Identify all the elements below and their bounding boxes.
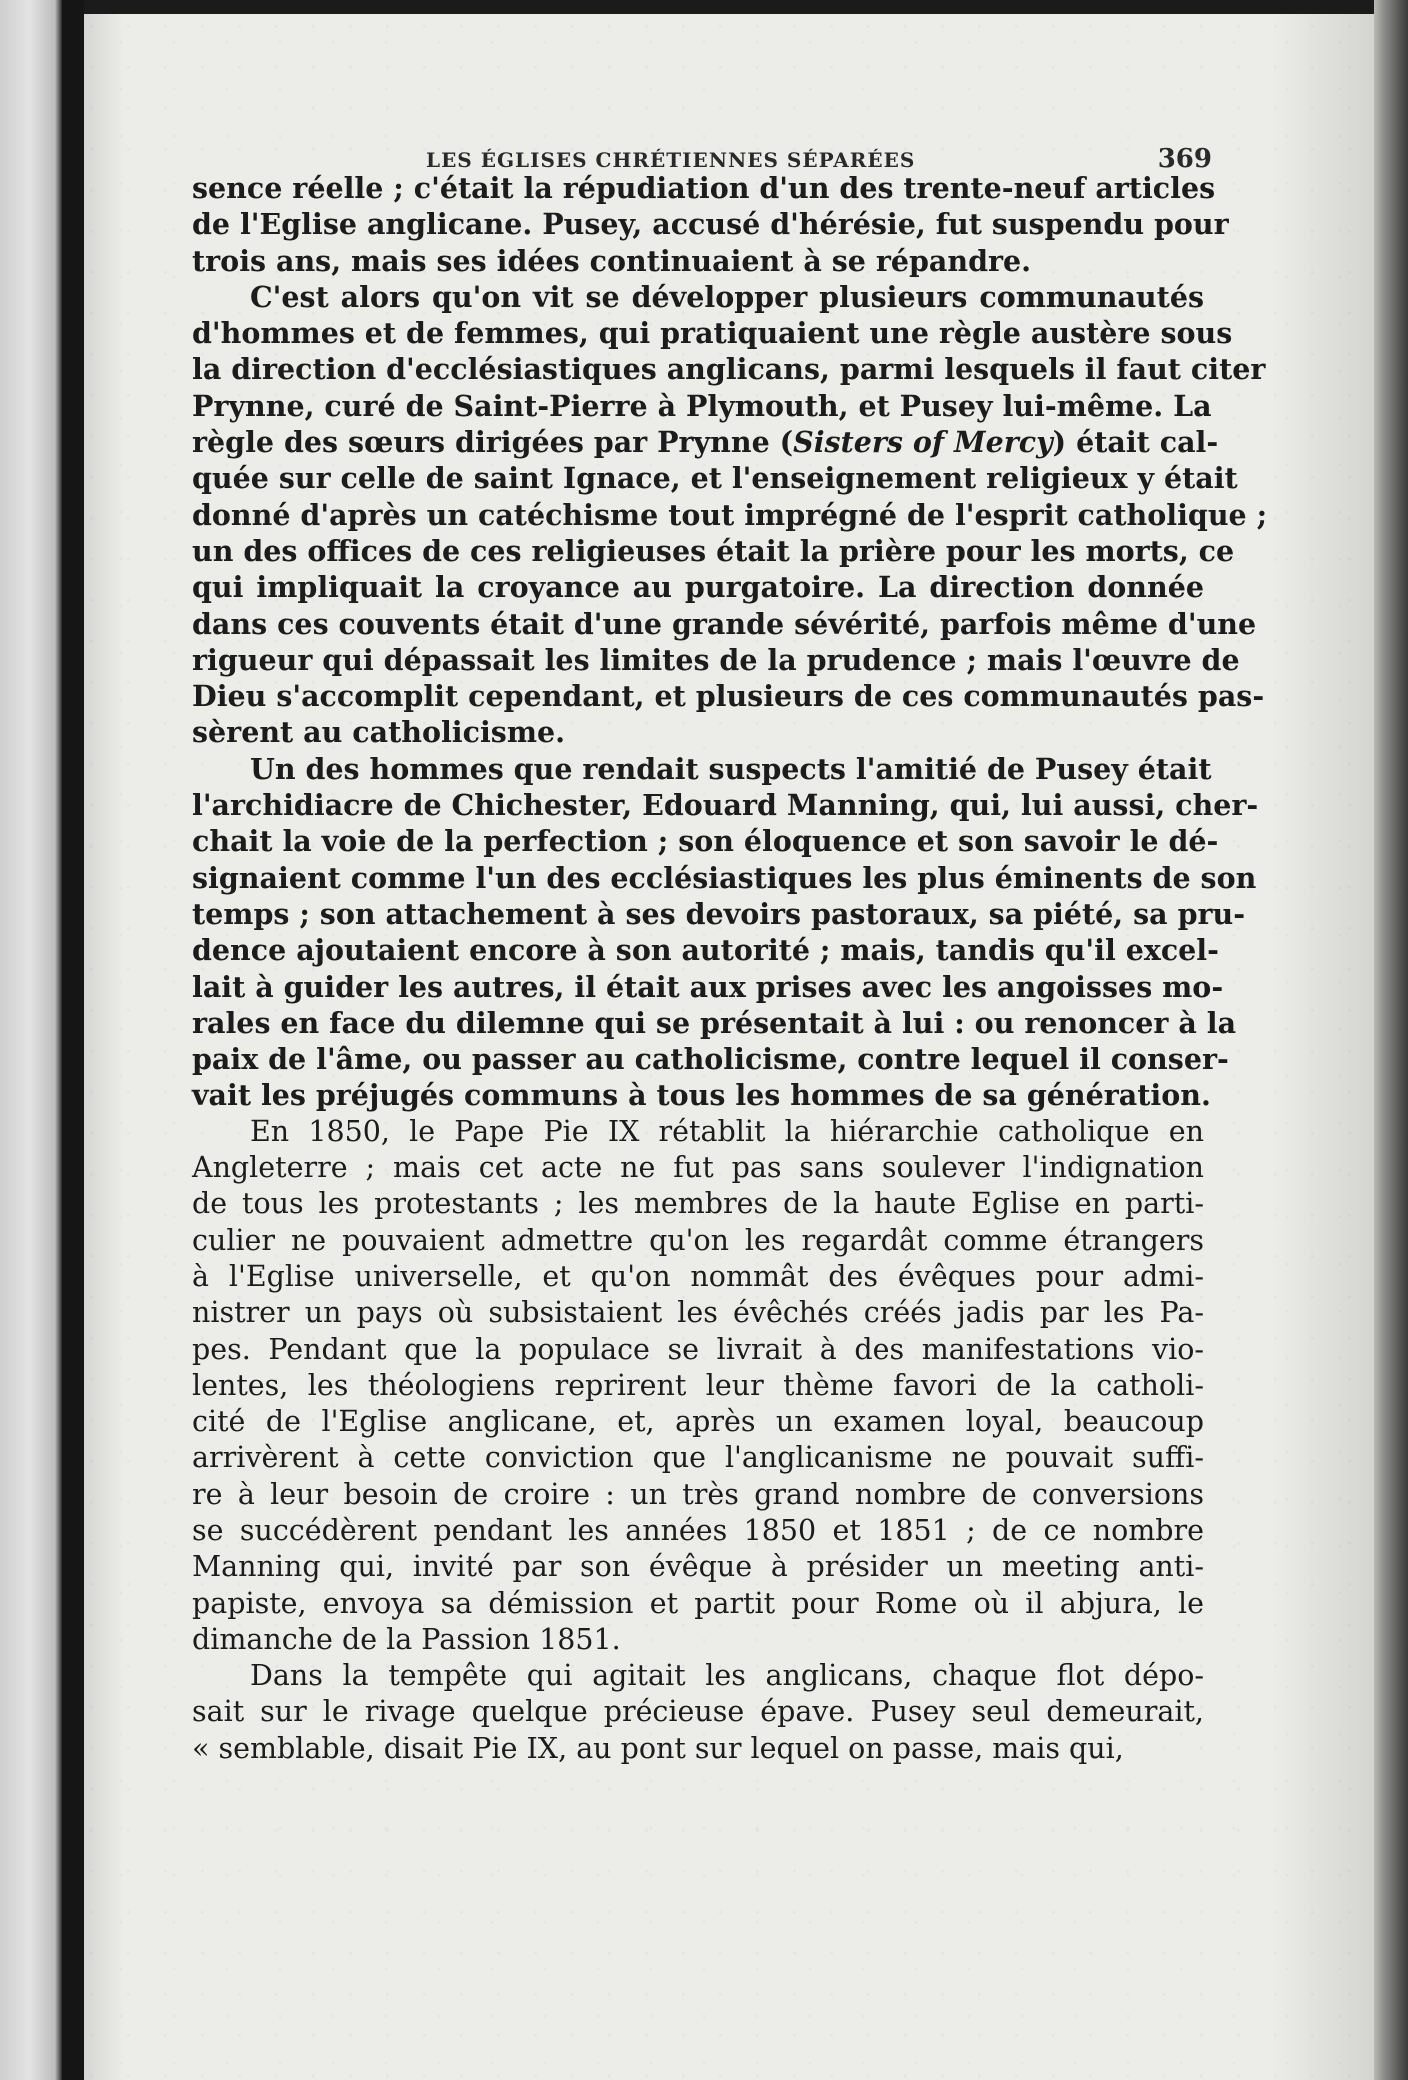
paragraph [192,751,1259,1114]
running-head [192,120,1212,174]
text-line: sait sur le rivage quelque précieuse épave. Pusey seul demeurait, [192,1695,1204,1729]
text-line: nistrer un pays où subsistaient les évêchés créés jadis par les Pa- [192,1296,1204,1330]
text-line: arrivèrent à cette conviction que l'anglicanisme ne pouvait suffi- [192,1441,1204,1475]
text-line: Prynne, curé de Saint-Pierre à Plymouth, et Pusey lui-même. La [192,388,1212,423]
text-line: Angleterre ; mais cet acte ne fut pas sans soulever l'indignation [192,1151,1204,1185]
text-line: lentes, les théologiens reprirent leur thème favori de la catholi- [192,1368,1204,1402]
text-line: papiste, envoya sa démission et partit pour Rome où il abjura, le [192,1586,1204,1620]
text-line: trois ans, mais ses idées continuaient à se répandre. [192,243,1032,278]
text-line: Dans la tempête qui agitait les anglicans, chaque flot dépo- [250,1659,1204,1693]
text-line: signaient comme l'un des ecclésiastiques les plus éminents de son [192,860,1257,895]
text-line: de l'Eglise anglicane. Pusey, accusé d'hérésie, fut suspendu pour [192,207,1229,242]
text-line: qui impliquait la croyance au purgatoire. La direction donnée [192,570,1204,605]
text-line: un des offices de ces religieuses était la prière pour les morts, ce [192,533,1235,568]
text-line: rales en face du dilemne qui se présentait à lui : ou renoncer à la [192,1005,1237,1040]
text-line: quée sur celle de saint Ignace, et l'enseignement religieux y était [192,461,1238,496]
text-line: temps ; son attachement à ses devoirs pastoraux, sa piété, sa pru- [192,896,1246,931]
text-line: vait les préjugés communs à tous les hommes de sa génération. [192,1078,1211,1113]
text-line: rigueur qui dépassait les limites de la prudence ; mais l'œuvre de [192,642,1240,677]
text-line: « semblable, disait Pie IX, au pont sur lequel on passe, mais qui, [192,1731,1124,1765]
text-line: Dieu s'accomplit cependant, et plusieurs de ces communautés pas- [192,679,1265,714]
text-line: culier ne pouvaient admettre qu'on les regardât comme étrangers [192,1223,1204,1257]
text-line: cité de l'Eglise anglicane, et, après un examen loyal, beaucoup [192,1405,1204,1439]
text-line: dimanche de la Passion 1851. [192,1622,621,1656]
adjacent-page-edge [0,0,62,2080]
text-line: En 1850, le Pape Pie IX rétablit la hiérarchie catholique en [250,1114,1204,1148]
book-gutter [62,0,84,2080]
paragraph [192,279,1268,751]
page-right-edge [1374,0,1408,2080]
paragraph [192,170,1229,279]
text-line: Manning qui, invité par son évêque à présider un meeting anti- [192,1550,1204,1584]
text-line: règle des sœurs dirigées par Prynne (Sisters of Mercy) était cal- [192,425,1219,460]
page-number: 369 [1157,144,1212,174]
body-text [192,170,1268,1767]
text-line: dans ces couvents était d'une grande sévérité, parfois même d'une [192,606,1257,641]
text-line: la direction d'ecclésiastiques anglicans, parmi lesquels il faut citer [192,352,1266,387]
text-line: paix de l'âme, ou passer au catholicisme, contre lequel il conser- [192,1042,1229,1077]
text-line: de tous les protestants ; les membres de la haute Eglise en parti- [192,1187,1204,1221]
text-line: Un des hommes que rendait suspects l'amitié de Pusey était [250,751,1212,786]
book-page [84,14,1374,2080]
text-line: sèrent au catholicisme. [192,715,566,750]
text-line: à l'Eglise universelle, et qu'on nommât des évêques pour admi- [192,1259,1204,1293]
paragraph [192,1114,1204,1658]
text-line: d'hommes et de femmes, qui pratiquaient une règle austère sous [192,316,1233,351]
text-line: sence réelle ; c'était la répudiation d'un des trente-neuf articles [192,171,1216,205]
text-line: re à leur besoin de croire : un très grand nombre de conversions [192,1477,1204,1511]
page-text-block [192,120,1268,1767]
text-line: C'est alors qu'on vit se développer plusieurs communautés [250,279,1204,314]
text-line: l'archidiacre de Chichester, Edouard Manning, qui, lui aussi, cher- [192,788,1259,823]
text-line: lait à guider les autres, il était aux prises avec les angoisses mo- [192,969,1224,1004]
text-line: pes. Pendant que la populace se livrait à des manifestations vio- [192,1332,1204,1366]
text-line: dence ajoutaient encore à son autorité ; mais, tandis qu'il excel- [192,933,1219,968]
paragraph [192,1658,1204,1767]
running-head-title: LES ÉGLISES CHRÉTIENNES SÉPARÉES [426,148,916,172]
text-line: se succédèrent pendant les années 1850 et 1851 ; de ce nombre [192,1513,1204,1547]
text-line: chait la voie de la perfection ; son éloquence et son savoir le dé- [192,824,1219,859]
text-line: donné d'après un catéchisme tout imprégné de l'esprit catholique ; [192,497,1268,532]
